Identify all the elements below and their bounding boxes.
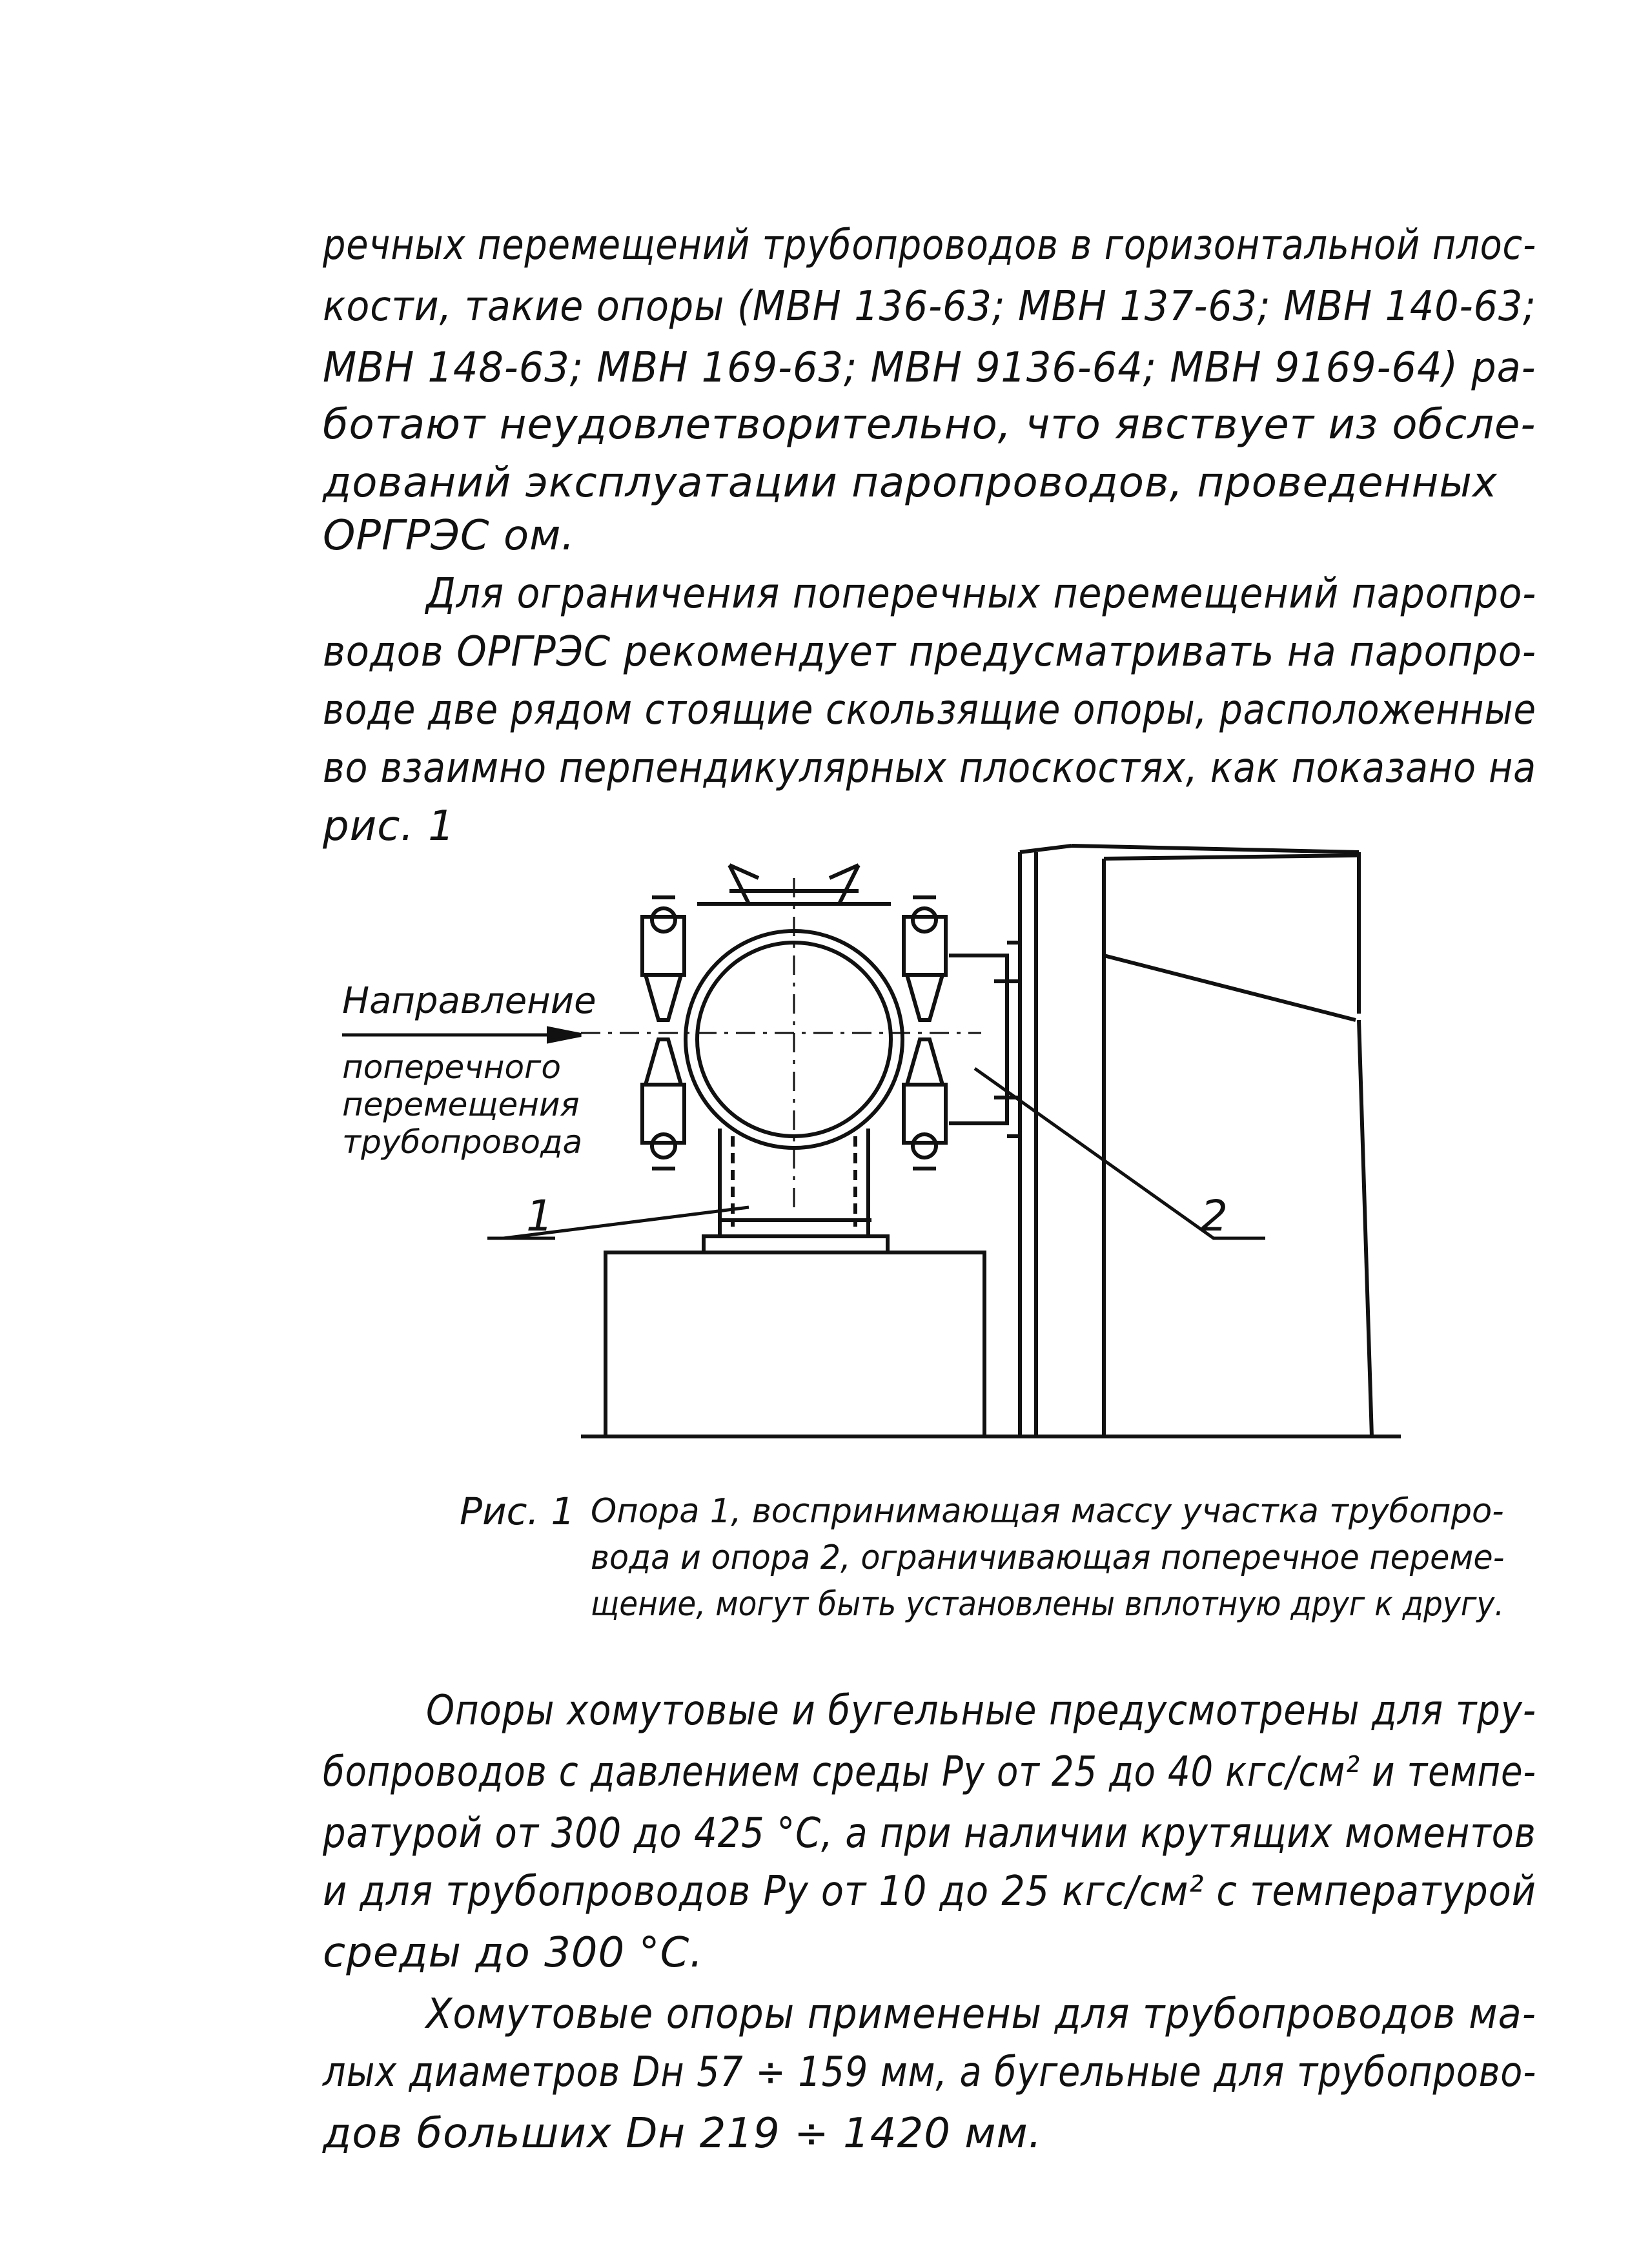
direction-label: трубопровода <box>342 1123 583 1161</box>
text-line: МВН 148-63; МВН 169-63; МВН 9136-64; МВН 9169-64) ра- <box>323 344 1536 392</box>
text-line: рис. 1 <box>323 802 455 850</box>
text-line: ратурой от 300 до 425 °С, а при наличии крутящих моментов <box>323 1810 1536 1857</box>
figure-caption-line: Опора 1, воспринимающая массу участка трубопро- <box>591 1492 1504 1531</box>
figure-caption-label: Рис. 1 <box>460 1489 575 1533</box>
text-line: дов больших Dн 219 ÷ 1420 мм. <box>323 2110 1043 2158</box>
text-line: водов ОРГРЭС рекомендует предусматривать на паропро- <box>323 628 1537 676</box>
text-line: Хомутовые опоры применены для трубопроводов ма- <box>426 1990 1536 2038</box>
text-line: во взаимно перпендикулярных плоскостях, как показано на <box>323 744 1537 792</box>
text-line: речных перемещений трубопроводов в горизонтальной плос- <box>323 221 1537 269</box>
text-line: среды до 300 °С. <box>323 1929 704 1977</box>
direction-label: перемещения <box>342 1086 580 1123</box>
text-line: воде две рядом стоящие скользящие опоры, расположенные <box>323 686 1536 734</box>
text-line: Для ограничения поперечных перемещений паропро- <box>426 570 1537 618</box>
text-line: кости, такие опоры (МВН 136-63; МВН 137-63; МВН 140-63; <box>323 283 1536 331</box>
text-line: ботают неудовлетворительно, что явствует из обсле- <box>323 401 1536 449</box>
figure-caption-line: вода и опора 2, ограничивающая поперечное переме- <box>591 1538 1505 1577</box>
text-line: лых диаметров Dн 57 ÷ 159 мм, а бугельные для трубопрово- <box>323 2048 1537 2096</box>
text-line: бопроводов с давлением среды Ру от 25 до 40 кгс/см² и темпе- <box>323 1748 1536 1796</box>
callout-2: 2 <box>1201 1191 1228 1241</box>
text-line: ОРГРЭС ом. <box>323 512 575 560</box>
direction-label: поперечного <box>342 1048 561 1086</box>
text-line: Опоры хомутовые и бугельные предусмотрены для тру- <box>426 1687 1536 1735</box>
direction-label: Направление <box>342 980 596 1022</box>
text-line: дований эксплуатации паропроводов, проведенных <box>323 459 1498 507</box>
text-line: и для трубопроводов Ру от 10 до 25 кгс/см² с температурой <box>323 1868 1536 1916</box>
figure-caption-line: щение, могут быть установлены вплотную друг к другу. <box>591 1585 1505 1624</box>
callout-1: 1 <box>526 1191 553 1241</box>
